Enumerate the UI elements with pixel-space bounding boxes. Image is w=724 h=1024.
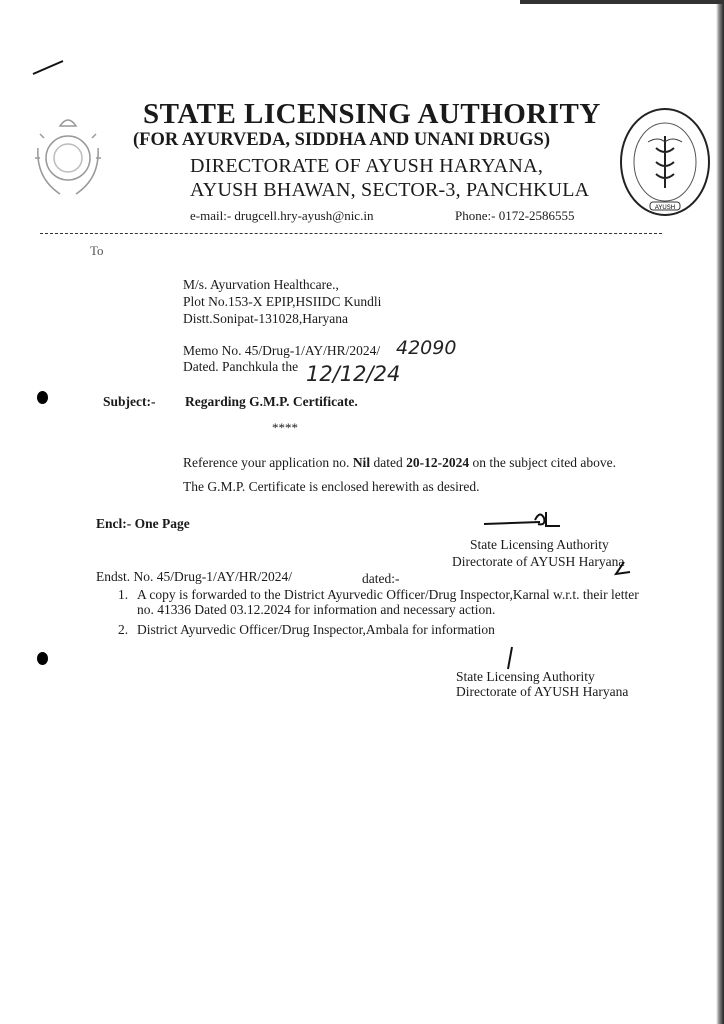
signature-1 — [480, 508, 570, 530]
copy-line: no. 41336 Dated 03.12.2024 for information and necessary action. — [137, 602, 496, 617]
signature-initial — [612, 560, 634, 580]
recipient-line: Plot No.153-X EPIP,HSIIDC Kundli — [183, 294, 382, 309]
scan-edge-top — [520, 0, 724, 4]
ayush-seal-logo — [618, 106, 712, 218]
header-address: AYUSH BHAWAN, SECTOR-3, PANCHKULA — [190, 179, 590, 201]
date-handwritten: 12/12/24 — [306, 362, 401, 386]
dated-label: Dated. Panchkula the — [183, 359, 299, 374]
paragraph-enclosed: The G.M.P. Certificate is enclosed herewith as desired. — [183, 479, 480, 494]
header-org: DIRECTORATE OF AYUSH HARYANA, — [190, 155, 544, 177]
stray-pen-mark — [30, 58, 66, 78]
text: on the subject cited above. — [469, 455, 617, 470]
header-phone: Phone:- 0172-2586555 — [455, 208, 575, 223]
signatory-title: State Licensing Authority — [456, 669, 595, 684]
recipient-line: M/s. Ayurvation Healthcare., — [183, 277, 339, 292]
signatory-org: Directorate of AYUSH Haryana — [452, 554, 625, 569]
header-title: STATE LICENSING AUTHORITY — [143, 98, 601, 130]
paragraph-reference — [183, 455, 616, 471]
recipient-line: Distt.Sonipat-131028,Haryana — [183, 311, 348, 326]
header-divider — [40, 233, 662, 234]
copy-number: 1. — [118, 587, 129, 602]
header-subtitle: (FOR AYURVEDA, SIDDHA AND UNANI DRUGS) — [133, 130, 551, 150]
enclosure: Encl:- One Page — [96, 516, 190, 531]
subject-label: Subject:- — [103, 394, 156, 409]
signatory-title: State Licensing Authority — [470, 537, 609, 552]
memo-number-handwritten: 42090 — [396, 337, 457, 359]
header-email: e-mail:- drugcell.hry-ayush@nic.in — [190, 208, 374, 223]
application-date: 20-12-2024 — [406, 455, 470, 470]
copy-line: A copy is forwarded to the District Ayurvedic Officer/Drug Inspector,Karnal w.r.t. their letter — [137, 587, 639, 602]
scan-edge — [716, 0, 724, 1024]
signatory-org: Directorate of AYUSH Haryana — [456, 684, 629, 699]
signature-2 — [502, 645, 516, 671]
subject-text: Regarding G.M.P. Certificate. — [185, 394, 358, 409]
endorsement-number: Endst. No. 45/Drug-1/AY/HR/2024/ — [96, 569, 293, 584]
punch-hole — [37, 391, 48, 404]
haryana-emblem-logo — [30, 108, 106, 200]
to-label: To — [90, 243, 104, 258]
copy-line: District Ayurvedic Officer/Drug Inspector,Ambala for information — [137, 622, 495, 637]
text: dated — [370, 455, 407, 470]
endorsement-dated: dated:- — [362, 571, 400, 586]
application-no: Nil — [352, 455, 371, 470]
separator-stars: **** — [272, 420, 298, 435]
punch-hole — [37, 652, 48, 665]
text: Reference your application no. — [183, 455, 353, 470]
memo-number: Memo No. 45/Drug-1/AY/HR/2024/ — [183, 343, 381, 358]
svg-text:AYUSH: AYUSH — [654, 205, 676, 211]
copy-number: 2. — [118, 622, 129, 637]
